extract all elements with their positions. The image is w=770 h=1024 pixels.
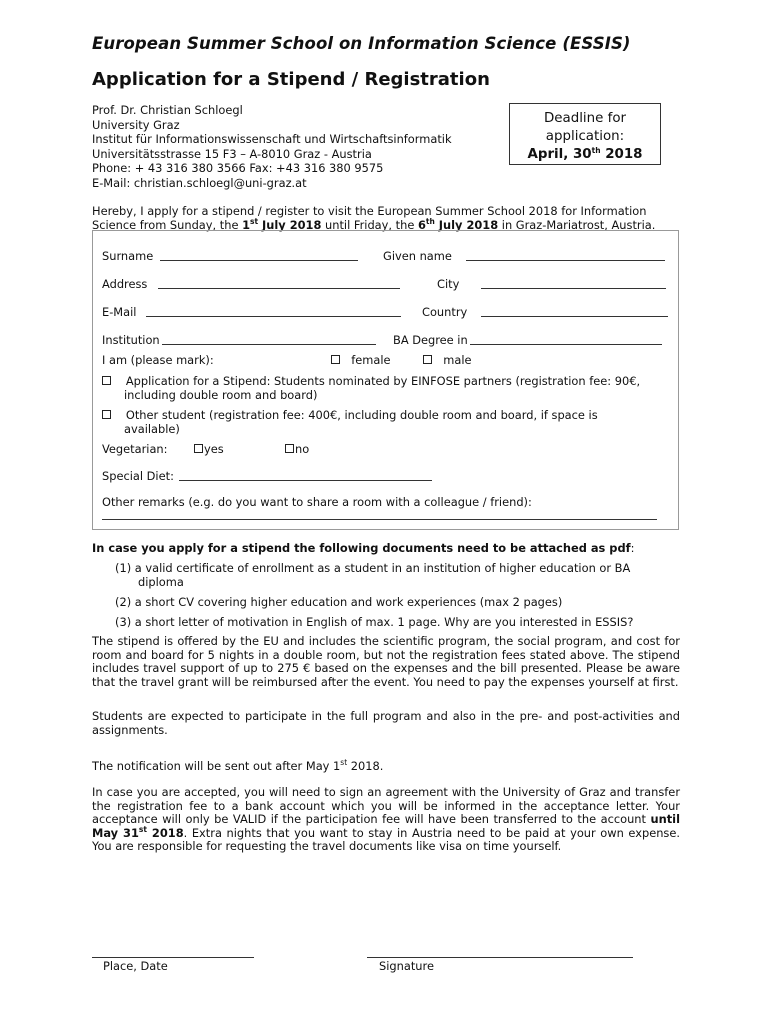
special-diet-field[interactable] (179, 480, 432, 481)
contact-street: Universitätsstrasse 15 F3 – A-8010 Graz - Austria (92, 146, 372, 161)
document-item-3: (3) a short letter of motivation in English of max. 1 page. Why are you interested in ESSIS? (115, 615, 634, 629)
acceptance-paragraph: In case you are accepted, you will need to sign an agreement with the University of Graz and transfer the registration fee to a bank account which you will be informed in the acceptance letter. Your acceptance will only be VALID if the participation fee will have been transferred to the account until May 31st 2018. Extra nights that you want to stay in Austria need to be paid at your own expense. You are responsible for requesting the travel documents like visa on time yourself. (92, 785, 680, 853)
contact-name: Prof. Dr. Christian Schloegl (92, 103, 243, 117)
place-date-line[interactable] (92, 957, 254, 958)
other-student-option[interactable]: Other student (registration fee: 400€, including double room and board, if space is (102, 408, 598, 422)
given-name-field[interactable] (466, 260, 665, 261)
country-field[interactable] (481, 316, 668, 317)
gender-prompt: I am (please mark): (102, 353, 214, 367)
deadline-line2: application: (545, 129, 625, 144)
vegetarian-no-option[interactable]: no (285, 442, 309, 456)
address-field[interactable] (158, 288, 400, 289)
intro-paragraph: Hereby, I apply for a stipend / register to visit the European Summer School 2018 for Information Science from Sunday, the 1st July 2018 until Friday, the 6th July 2018 in Graz-Mariatrost, Austria. (92, 204, 656, 232)
document-item-2: (2) a short CV covering higher education and work experiences (max 2 pages) (115, 595, 563, 609)
contact-email: E-Mail: christian.schloegl@uni-graz.at (92, 175, 307, 190)
given-name-label: Given name (383, 249, 452, 263)
address-label: Address (102, 277, 148, 291)
email-field[interactable] (146, 316, 401, 317)
stipend-option[interactable]: Application for a Stipend: Students nominated by EINFOSE partners (registration fee: 90€, (102, 374, 640, 388)
stipend-checkbox[interactable] (102, 376, 111, 385)
surname-label: Surname (102, 249, 154, 263)
country-label: Country (422, 305, 468, 319)
other-student-checkbox[interactable] (102, 410, 111, 419)
contact-university: University Graz (92, 117, 180, 132)
city-label: City (437, 277, 460, 291)
surname-field[interactable] (160, 260, 358, 261)
special-diet-label: Special Diet: (102, 469, 174, 483)
contact-phone: Phone: + 43 316 380 3566 Fax: +43 316 380 9575 (92, 161, 384, 176)
stipend-paragraph: The stipend is offered by the EU and includes the scientific program, the social program, and cost for room and board for 5 nights in a double room, but not the registration fees stated above. The stipend includes travel support of up to 275 € based on the expenses and the bill presented. Please be aware that the travel grant will be reimbursed after the event. You need to pay the expenses yourself at first. (92, 634, 680, 689)
female-checkbox[interactable] (331, 355, 340, 364)
remarks-field[interactable] (102, 519, 657, 520)
female-option[interactable]: female (331, 353, 391, 367)
deadline-box (509, 103, 661, 165)
deadline-line1: Deadline for (543, 111, 627, 126)
remarks-label: Other remarks (e.g. do you want to share a room with a colleague / friend): (102, 495, 532, 509)
school-title: European Summer School on Information Science (ESSIS) (92, 34, 631, 53)
signature-label: Signature (379, 959, 434, 973)
vegetarian-no-checkbox[interactable] (285, 444, 294, 453)
institution-label: Institution (102, 333, 160, 347)
ba-degree-label: BA Degree in (393, 333, 468, 347)
ba-degree-field[interactable] (470, 344, 662, 345)
notification-paragraph: The notification will be sent out after May 1st 2018. (92, 758, 384, 773)
form-title: Application for a Stipend / Registration (92, 69, 490, 90)
vegetarian-yes-checkbox[interactable] (194, 444, 203, 453)
document-item-1-cont: diploma (138, 575, 184, 589)
participation-paragraph: Students are expected to participate in the full program and also in the pre- and post-activities and assignments. (92, 709, 680, 737)
city-field[interactable] (481, 288, 666, 289)
place-date-label: Place, Date (103, 959, 168, 973)
documents-header: In case you apply for a stipend the following documents need to be attached as pdf: (92, 541, 635, 555)
other-student-option-cont: available) (124, 422, 180, 436)
contact-institute: Institut für Informationswissenschaft und Wirtschaftsinformatik (92, 132, 452, 147)
email-label: E-Mail (102, 305, 137, 319)
signature-line[interactable] (367, 957, 633, 958)
institution-field[interactable] (162, 344, 376, 345)
male-checkbox[interactable] (423, 355, 432, 364)
deadline-date: April, 30th 2018 (527, 146, 643, 162)
stipend-option-cont: including double room and board) (124, 388, 318, 402)
vegetarian-label: Vegetarian: (102, 442, 168, 456)
vegetarian-yes-option[interactable]: yes (194, 442, 224, 456)
male-option[interactable]: male (423, 353, 472, 367)
contact-block (92, 103, 452, 191)
document-item-1: (1) a valid certificate of enrollment as a student in an institution of higher education or BA (115, 561, 631, 575)
